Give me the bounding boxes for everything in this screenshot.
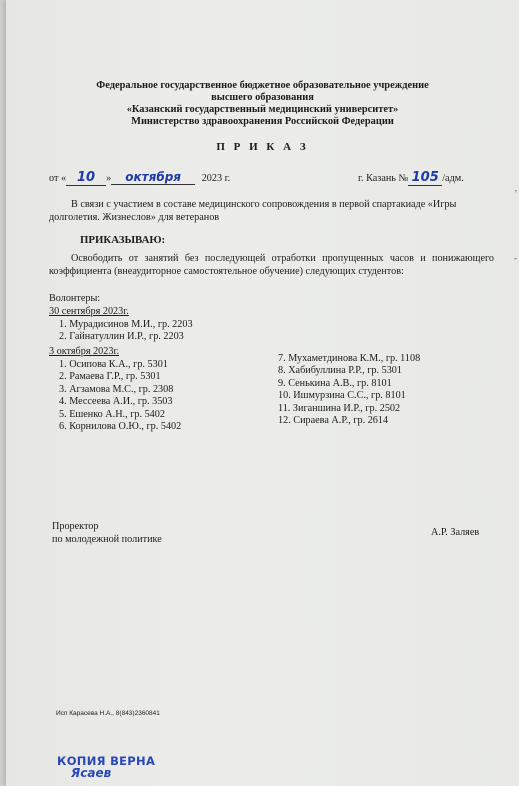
order-date-line: [49, 170, 230, 186]
date-heading-2: 3 октября 2023г.: [49, 346, 120, 357]
order-month-handwritten: октября: [125, 170, 182, 184]
order-from-prefix: от «: [49, 173, 67, 184]
order-number-handwritten: 105: [411, 170, 439, 185]
copy-certified-stamp: КОПИЯ ВЕРНА: [57, 754, 156, 768]
list-item: 11. Зиганшина И.Р., гр. 2502: [278, 402, 401, 414]
list-item: 8. Хабибуллина Р.Р., гр. 5301: [278, 365, 402, 377]
order-day-field: [66, 170, 106, 186]
list-item: 3. Агзамова М.С., гр. 2308: [59, 383, 174, 395]
order-word: ПРИКАЗЫВАЮ:: [80, 234, 166, 246]
order-number-line: [358, 170, 464, 186]
order-month-field: [111, 170, 195, 185]
signatory-position-line1: Проректор: [52, 521, 99, 532]
student-list-1: [59, 319, 193, 344]
list-item: 1. Мурадисинов М.И., гр. 2203: [59, 319, 193, 330]
order-day-handwritten: 10: [77, 170, 96, 185]
list-item: 9. Сенькина А.В., гр. 8101: [278, 377, 392, 389]
document-title: П Р И К А З: [216, 141, 309, 153]
student-list-2-right: [278, 353, 420, 427]
edge-mark: ,: [514, 183, 517, 193]
stamp-signature: Ясаев: [71, 766, 112, 780]
header-ministry: Министерство здравоохранения Российской Федерации: [131, 116, 394, 127]
list-item: 6. Корнилова О.Ю., гр. 5402: [59, 421, 182, 433]
order-number-field: [408, 170, 442, 186]
volunteers-label: Волонтеры:: [49, 293, 101, 304]
list-item: 7. Мухаметдинова К.М., гр. 1108: [278, 353, 421, 364]
date-heading-1: 30 сентября 2023г.: [49, 306, 129, 317]
header-university-name: «Казанский государственный медицинский университет»: [126, 104, 399, 115]
list-item: 10. Ишмурзина С.С., гр. 8101: [278, 390, 406, 402]
preamble-text: В связи с участием в составе медицинского сопровождения в первой спартакиаде «Игры долголетия. Жизнеслов» для ветеранов: [49, 199, 457, 223]
list-item: 1. Осипова К.А., гр. 5301: [59, 359, 168, 370]
instruction-text: Освободить от занятий без последующей отработки пропущенных часов и понижающего коэффициента (внеаудиторное самостоятельное обучение) следующих студентов:: [49, 253, 494, 277]
order-suffix: /адм.: [442, 173, 464, 184]
header-institution: Федеральное государственное бюджетное образовательное учреждение: [96, 80, 429, 91]
header-education-level: высшего образования: [211, 92, 314, 103]
executor-note: Исп Карасева Н.А., 8(843)2360841: [56, 710, 160, 717]
signatory-name: А.Р. Заляев: [431, 527, 480, 538]
list-item: 12. Сираева А.Р., гр. 2614: [278, 415, 389, 427]
order-year: 2023 г.: [201, 173, 231, 184]
edge-mark: -: [514, 253, 517, 263]
signatory-position-line2: по молодежной политике: [52, 534, 162, 545]
list-item: 2. Гайнатуллин И.Р., гр. 2203: [59, 331, 184, 343]
list-item: 2. Рамаева Г.Р., гр. 5301: [59, 371, 161, 383]
document-page: [6, 0, 519, 786]
list-item: 5. Ешенко А.Н., гр. 5402: [59, 408, 165, 420]
student-list-2-left: [59, 359, 181, 433]
order-city: г. Казань №: [358, 173, 409, 184]
list-item: 4. Мессеева А.И., гр. 3503: [59, 396, 173, 408]
order-day-close: »: [106, 173, 112, 184]
